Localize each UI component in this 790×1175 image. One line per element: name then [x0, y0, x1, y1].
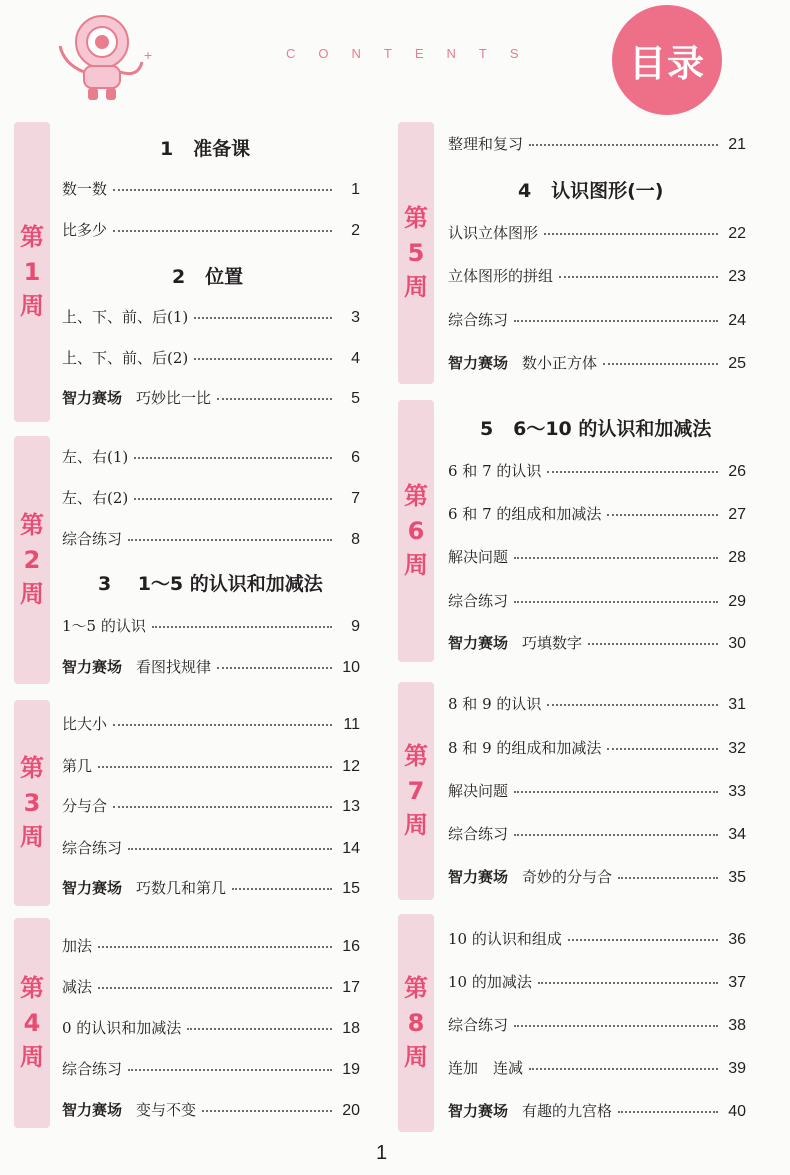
week-tab-1	[14, 122, 50, 422]
leader-dots	[194, 358, 332, 360]
leader-dots	[187, 1028, 332, 1030]
toc-entry[interactable]	[62, 713, 360, 734]
unit-title-2	[172, 262, 243, 289]
week-tab-3	[14, 700, 50, 906]
leader-dots	[514, 320, 718, 322]
toc-entry[interactable]	[448, 222, 746, 243]
entry-page: 6	[351, 449, 360, 466]
toc-entry[interactable]	[62, 178, 360, 199]
leader-dots	[529, 1068, 718, 1070]
entry-page: 21	[728, 136, 746, 153]
toc-badge: 目录	[612, 5, 722, 115]
arena-label: 智力赛场	[448, 868, 509, 886]
leader-dots	[547, 471, 718, 473]
entry-title: 分与合	[62, 797, 108, 815]
entry-title: 8 和 9 的认识	[448, 695, 542, 713]
unit-number: 5	[480, 418, 494, 440]
entry-title: 综合练习	[62, 530, 123, 548]
entry-title: 综合练习	[448, 825, 509, 843]
unit-name: 6～10 的认识和加减法	[513, 418, 712, 440]
leader-dots	[514, 791, 718, 793]
toc-entry[interactable]	[448, 1057, 746, 1078]
entry-title: 第几	[62, 757, 93, 775]
week-tab-char: 周	[20, 292, 44, 321]
leader-dots	[538, 982, 718, 984]
toc-entry[interactable]	[448, 780, 746, 801]
leader-dots	[113, 230, 332, 232]
toc-entry[interactable]	[448, 1014, 746, 1035]
entry-page: 15	[342, 880, 360, 897]
leader-dots	[514, 601, 718, 603]
toc-entry[interactable]	[62, 877, 360, 898]
unit-number: 3	[98, 573, 112, 595]
leader-dots	[217, 398, 332, 400]
toc-entry[interactable]	[448, 693, 746, 714]
entry-page: 28	[728, 549, 746, 566]
entry-title: 认识立体图形	[448, 224, 539, 242]
entry-page: 27	[728, 506, 746, 523]
leader-dots	[113, 189, 332, 191]
week-tab-4	[14, 918, 50, 1128]
arena-label: 智力赛场	[448, 634, 509, 652]
toc-entry[interactable]	[62, 487, 360, 508]
unit-number: 1	[160, 138, 174, 160]
week-tab-char: 周	[404, 551, 428, 580]
toc-entry[interactable]	[448, 1100, 746, 1121]
week-tab-char: 周	[20, 1043, 44, 1072]
entry-page: 3	[351, 309, 360, 326]
entry-title: 综合练习	[62, 839, 123, 857]
week-tab-number: 1	[23, 257, 41, 286]
entry-page: 34	[728, 826, 746, 843]
unit-name: 位置	[205, 266, 244, 288]
entry-page: 26	[728, 463, 746, 480]
entry-title: 立体图形的拼组	[448, 267, 554, 285]
unit-title-1	[160, 134, 250, 161]
entry-title: 巧填数字	[522, 634, 583, 652]
contents-heading: CONTENTS	[286, 46, 542, 61]
toc-entry[interactable]	[448, 866, 746, 887]
leader-dots	[618, 1111, 718, 1113]
toc-entry[interactable]	[448, 133, 746, 154]
toc-entry[interactable]	[448, 971, 746, 992]
entry-page: 23	[728, 268, 746, 285]
leader-dots	[113, 806, 332, 808]
arena-label: 智力赛场	[448, 354, 509, 372]
svg-text:+: +	[144, 47, 153, 63]
entry-page: 22	[728, 225, 746, 242]
week-tab-6	[398, 400, 434, 662]
arena-label: 智力赛场	[62, 389, 123, 407]
leader-dots	[128, 1069, 332, 1071]
entry-title: 6 和 7 的认识	[448, 462, 542, 480]
entry-title: 10 的认识和组成	[448, 930, 562, 948]
toc-entry[interactable]	[62, 446, 360, 467]
entry-title: 1～5 的认识	[62, 617, 146, 635]
entry-page: 20	[342, 1102, 360, 1119]
entry-title: 10 的加减法	[448, 973, 532, 991]
astronaut-mascot-icon	[50, 0, 153, 105]
week-tab-number: 6	[407, 516, 425, 545]
toc-entry[interactable]	[448, 737, 746, 758]
entry-page: 5	[351, 390, 360, 407]
leader-dots	[559, 276, 718, 278]
entry-title: 数小正方体	[522, 354, 598, 372]
entry-title: 8 和 9 的组成和加减法	[448, 739, 602, 757]
week-tab-char: 周	[404, 273, 428, 302]
arena-label: 智力赛场	[448, 1102, 509, 1120]
entry-page: 4	[351, 350, 360, 367]
leader-dots	[514, 1025, 718, 1027]
leader-dots	[98, 946, 332, 948]
leader-dots	[152, 626, 332, 628]
toc-entry[interactable]	[448, 309, 746, 330]
entry-page: 39	[728, 1060, 746, 1077]
unit-title-5	[480, 414, 711, 441]
week-tab-char: 第	[404, 481, 428, 510]
leader-dots	[607, 748, 718, 750]
week-tab-8	[398, 914, 434, 1132]
toc-entry[interactable]	[448, 352, 746, 373]
entry-page: 40	[728, 1103, 746, 1120]
unit-number: 4	[518, 180, 532, 202]
entry-page: 32	[728, 740, 746, 757]
week-tab-2	[14, 436, 50, 684]
toc-entry[interactable]	[62, 306, 360, 327]
entry-page: 29	[728, 593, 746, 610]
entry-page: 16	[342, 938, 360, 955]
unit-name: 准备课	[193, 138, 251, 160]
entry-title: 巧数几和第几	[136, 879, 227, 897]
page-header	[0, 0, 790, 115]
entry-title: 综合练习	[62, 1060, 123, 1078]
entry-title: 比多少	[62, 221, 108, 239]
toc-entry[interactable]	[62, 615, 360, 636]
leader-dots	[128, 848, 332, 850]
entry-page: 18	[342, 1020, 360, 1037]
entry-title: 上、下、前、后(2)	[62, 349, 189, 367]
unit-title-4	[518, 176, 663, 203]
week-tab-number: 4	[23, 1008, 41, 1037]
entry-title: 加法	[62, 937, 93, 955]
toc-entry[interactable]	[62, 387, 360, 408]
toc-entry[interactable]	[62, 837, 360, 858]
entry-title: 有趣的九宫格	[522, 1102, 613, 1120]
entry-title: 综合练习	[448, 1016, 509, 1034]
entry-page: 19	[342, 1061, 360, 1078]
entry-page: 17	[342, 979, 360, 996]
entry-title: 0 的认识和加减法	[62, 1019, 182, 1037]
unit-title-3	[98, 569, 323, 596]
leader-dots	[134, 498, 332, 500]
week-tab-number: 8	[407, 1008, 425, 1037]
toc-entry[interactable]	[62, 795, 360, 816]
entry-title: 比大小	[62, 715, 108, 733]
entry-title: 连加 连减	[448, 1059, 524, 1077]
week-tab-char: 周	[404, 1043, 428, 1072]
entry-page: 35	[728, 869, 746, 886]
entry-page: 10	[342, 659, 360, 676]
entry-page: 1	[351, 181, 360, 198]
toc-entry[interactable]	[448, 928, 746, 949]
entry-page: 14	[342, 840, 360, 857]
entry-title: 变与不变	[136, 1101, 197, 1119]
arena-label: 智力赛场	[62, 879, 123, 897]
leader-dots	[544, 233, 718, 235]
leader-dots	[514, 557, 718, 559]
toc-entry[interactable]	[62, 347, 360, 368]
entry-page: 37	[728, 974, 746, 991]
toc-entry[interactable]	[448, 546, 746, 567]
leader-dots	[603, 363, 718, 365]
toc-entry[interactable]	[448, 823, 746, 844]
week-tab-char: 第	[404, 973, 428, 1002]
leader-dots	[194, 317, 332, 319]
week-tab-char: 第	[404, 741, 428, 770]
entry-page: 11	[343, 716, 360, 733]
leader-dots	[607, 514, 718, 516]
page-number: 1	[376, 1142, 388, 1164]
toc-entry[interactable]	[448, 632, 746, 653]
entry-page: 38	[728, 1017, 746, 1034]
toc-entry[interactable]	[62, 528, 360, 549]
entry-page: 12	[342, 758, 360, 775]
leader-dots	[547, 704, 718, 706]
toc-entry[interactable]	[62, 755, 360, 776]
leader-dots	[529, 144, 718, 146]
week-tab-number: 7	[407, 776, 425, 805]
entry-title: 综合练习	[448, 592, 509, 610]
toc-entry[interactable]	[62, 656, 360, 677]
leader-dots	[113, 724, 332, 726]
entry-title: 巧妙比一比	[136, 389, 212, 407]
toc-entry[interactable]	[62, 1017, 360, 1038]
week-tab-char: 周	[404, 811, 428, 840]
toc-entry[interactable]	[62, 1058, 360, 1079]
toc-entry[interactable]	[62, 1099, 360, 1120]
entry-title: 减法	[62, 978, 93, 996]
unit-name: 认识图形(一)	[551, 180, 664, 202]
unit-name: 1～5 的认识和加减法	[137, 573, 323, 595]
week-tab-number: 5	[407, 238, 425, 267]
entry-page: 25	[728, 355, 746, 372]
entry-title: 整理和复习	[448, 135, 524, 153]
entry-page: 31	[728, 696, 746, 713]
week-tab-number: 3	[23, 788, 41, 817]
toc-entry[interactable]	[448, 460, 746, 481]
entry-title: 左、右(2)	[62, 489, 129, 507]
leader-dots	[217, 667, 332, 669]
entry-title: 综合练习	[448, 311, 509, 329]
leader-dots	[568, 939, 718, 941]
leader-dots	[232, 888, 332, 890]
entry-page: 24	[728, 312, 746, 329]
toc-entry[interactable]	[62, 219, 360, 240]
week-tab-char: 第	[20, 510, 44, 539]
week-tab-char: 第	[20, 973, 44, 1002]
entry-page: 33	[728, 783, 746, 800]
week-tab-char: 周	[20, 823, 44, 852]
entry-page: 36	[728, 931, 746, 948]
leader-dots	[202, 1110, 332, 1112]
week-tab-char: 第	[404, 203, 428, 232]
entry-page: 7	[351, 490, 360, 507]
leader-dots	[98, 766, 332, 768]
week-tab-7	[398, 682, 434, 900]
toc-entry[interactable]	[448, 265, 746, 286]
entry-page: 9	[351, 618, 360, 635]
toc-entry[interactable]	[62, 935, 360, 956]
entry-page: 2	[351, 222, 360, 239]
arena-label: 智力赛场	[62, 1101, 123, 1119]
week-tab-char: 第	[20, 222, 44, 251]
entry-title: 数一数	[62, 180, 108, 198]
leader-dots	[588, 643, 718, 645]
entry-title: 解决问题	[448, 548, 509, 566]
week-tab-char: 周	[20, 580, 44, 609]
entry-page: 13	[342, 798, 360, 815]
week-tab-char: 第	[20, 753, 44, 782]
unit-number: 2	[172, 266, 186, 288]
leader-dots	[98, 987, 332, 989]
leader-dots	[128, 539, 332, 541]
leader-dots	[514, 834, 718, 836]
toc-entry[interactable]	[62, 976, 360, 997]
leader-dots	[618, 877, 718, 879]
entry-title: 上、下、前、后(1)	[62, 308, 189, 326]
toc-entry[interactable]	[448, 590, 746, 611]
entry-page: 30	[728, 635, 746, 652]
entry-title: 6 和 7 的组成和加减法	[448, 505, 602, 523]
entry-title: 奇妙的分与合	[522, 868, 613, 886]
arena-label: 智力赛场	[62, 658, 123, 676]
entry-title: 左、右(1)	[62, 448, 129, 466]
entry-title: 解决问题	[448, 782, 509, 800]
leader-dots	[134, 457, 332, 459]
week-tab-number: 2	[23, 545, 41, 574]
toc-entry[interactable]	[448, 503, 746, 524]
entry-page: 8	[351, 531, 360, 548]
entry-title: 看图找规律	[136, 658, 212, 676]
week-tab-5	[398, 122, 434, 384]
